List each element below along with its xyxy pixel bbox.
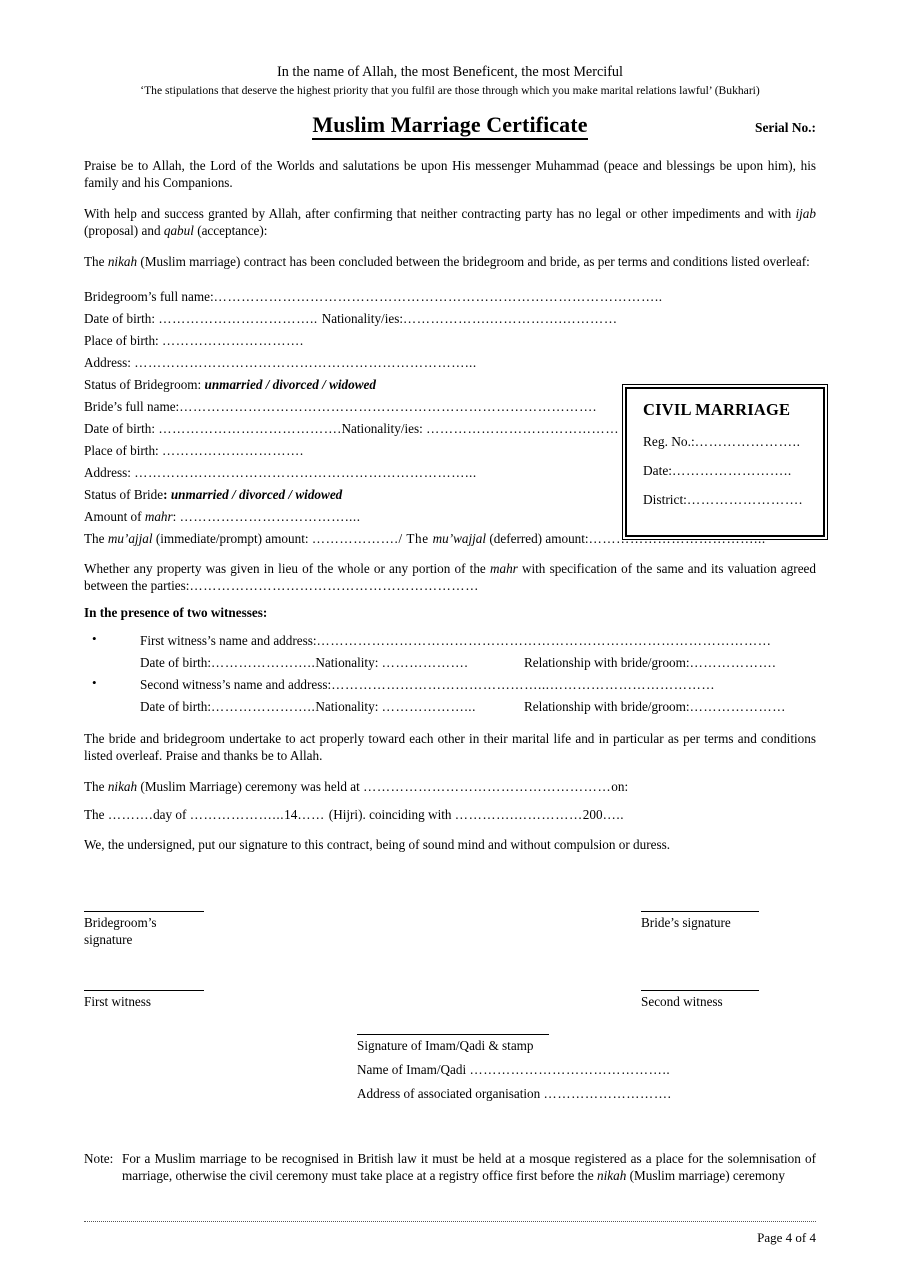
ceremony-nikah-term: nikah	[107, 779, 138, 795]
bullet-icon: •	[92, 631, 97, 647]
ceremony-gregorian-input[interactable]: ………….……………	[454, 807, 583, 823]
with-help-paragraph	[84, 205, 816, 239]
first-witness-detail-row	[84, 654, 816, 676]
first-witness-name-row	[84, 632, 816, 654]
with-help-mid: (proposal) and	[84, 223, 164, 239]
bridegroom-full-name-label: Bridegroom’s full name:	[84, 289, 214, 305]
ceremony-venue-input[interactable]: ………………………………………………	[363, 779, 612, 795]
bridegroom-signature-block[interactable]	[84, 911, 204, 949]
ceremony-hijri-label: (Hijri). coinciding with	[328, 807, 455, 823]
bride-dob-input[interactable]: ………………………………….	[158, 421, 342, 437]
first-witness-signature-block[interactable]	[84, 990, 204, 1011]
property-pre: Whether any property was given in lieu of the whole or any portion of the	[84, 561, 490, 577]
bridegroom-address-label: Address:	[84, 355, 135, 371]
bridegroom-status-label: Status of Bridegroom:	[84, 377, 205, 393]
note-body	[122, 1150, 816, 1184]
basmala-line: In the name of Allah, the most Beneficent, the most Merciful	[277, 64, 623, 80]
bride-address-input[interactable]: ………………………………………………………………...	[134, 465, 477, 481]
mahr-amount-input[interactable]: ………………………………....	[179, 509, 361, 525]
undertaking-paragraph: The bride and bridegroom undertake to act properly toward each other in their marital life and in particular as per terms and conditions listed overleaf. Praise and thanks be to Allah.	[84, 731, 816, 764]
bridegroom-dob-label: Date of birth:	[84, 311, 159, 327]
mahr-amount-label-post: :	[172, 509, 180, 525]
nikah-pre: The	[84, 254, 108, 270]
ceremony-date-pre: The	[84, 807, 108, 823]
muwajjal-term: mu’wajjal	[432, 531, 487, 547]
civil-marriage-title: CIVIL MARRIAGE	[643, 400, 791, 419]
second-witness-name-input[interactable]: ………………………………………...………………………………	[331, 677, 716, 693]
first-witness-name-input[interactable]: ………………………………………………………………………………………	[316, 633, 772, 649]
witnesses-heading: In the presence of two witnesses:	[84, 605, 268, 621]
imam-signature-label: Signature of Imam/Qadi & stamp	[357, 1038, 534, 1053]
bride-dob-row	[84, 420, 816, 442]
footer-divider	[84, 1221, 816, 1222]
first-witness-relationship-input[interactable]: ……………….	[689, 655, 777, 671]
page-title	[84, 111, 816, 139]
document-content	[84, 0, 816, 1031]
first-witness-dob-label: Date of birth:	[140, 655, 212, 671]
mahr-amount-row	[84, 508, 816, 530]
ceremony-date-row	[84, 806, 816, 828]
bridegroom-nationality-label: Nationality/ies:	[321, 311, 404, 327]
bride-pob-input[interactable]: ………………………….	[162, 443, 304, 459]
first-witness-name-label: First witness’s name and address:	[140, 633, 317, 649]
note-text-pre: For a Muslim marriage to be recognised in British law it must be held at a mosque registered as a place for the solemnisation of marriage, otherwise the civil ceremony must take place at a registry office first before the	[122, 1151, 816, 1184]
nikah-contract-paragraph	[84, 253, 816, 270]
second-witness-name-label: Second witness’s name and address:	[140, 677, 332, 693]
civil-date-dots[interactable]: ……………………..	[672, 463, 792, 479]
note-nikah-term: nikah	[597, 1168, 627, 1184]
bride-address-label: Address:	[84, 465, 135, 481]
bride-status-colon: :	[163, 487, 171, 503]
imam-address-label: Address of associated organisation	[357, 1086, 544, 1101]
with-help-pre: With help and success granted by Allah, after confirming that neither contracting party has no legal or other impediments and with	[84, 206, 796, 222]
bride-full-name-label: Bride’s full name:	[84, 399, 180, 415]
imam-qadi-block	[357, 1034, 737, 1110]
bride-address-row	[84, 464, 816, 486]
with-help-post: (acceptance):	[193, 223, 268, 239]
ceremony-gregorian-century: 200	[582, 807, 603, 823]
ceremony-day-input[interactable]: ……….	[107, 807, 154, 823]
bride-signature-block[interactable]	[641, 911, 759, 932]
ijab-term: ijab	[795, 206, 816, 222]
bride-status-label: Status of Bride	[84, 487, 164, 503]
property-mahr-term: mahr	[489, 561, 518, 577]
imam-name-row	[357, 1062, 737, 1086]
mahr-term: mahr	[144, 509, 173, 525]
first-witness-nationality-input[interactable]: ……………….	[381, 655, 469, 671]
second-witness-relationship-label: Relationship with bride/groom:	[524, 699, 690, 715]
bridegroom-pob-input[interactable]: ………………………….	[162, 333, 304, 349]
ceremony-held-on: on:	[611, 779, 629, 795]
second-witness-detail-row	[84, 698, 816, 720]
bridegroom-status-options[interactable]: unmarried / divorced / widowed	[204, 377, 376, 393]
nikah-term: nikah	[107, 254, 138, 270]
civil-district-label: District:	[643, 492, 687, 508]
title-row	[84, 111, 816, 139]
mahr-amount-label-pre: Amount of	[84, 509, 145, 525]
page-footer	[84, 1221, 816, 1247]
first-witness-dob-input[interactable]: …………………..	[211, 655, 316, 671]
note-section	[84, 1150, 816, 1184]
ceremony-hijri-year-input[interactable]: ……	[297, 807, 329, 823]
first-witness-signature-label: First witness	[84, 994, 152, 1010]
bridegroom-full-name-row	[84, 288, 816, 310]
bridegroom-dob-row	[84, 310, 816, 332]
ceremony-held-mid: (Muslim Marriage) ceremony was held at	[137, 779, 364, 795]
bride-full-name-input[interactable]: ……………………………………………………………………………….	[179, 399, 597, 415]
muwajjal-input[interactable]: ………………………………...	[588, 531, 766, 547]
ceremony-month-input[interactable]: ………………...	[189, 807, 285, 823]
second-witness-nationality-label: Nationality:	[315, 699, 382, 715]
ceremony-held-row	[84, 778, 816, 800]
civil-reg-no-dots[interactable]: …………………..	[694, 434, 801, 450]
bride-nationality-label: Nationality/ies:	[341, 421, 427, 437]
civil-date-label: Date:	[643, 463, 672, 479]
second-witness-signature-label: Second witness	[641, 994, 723, 1010]
bridegroom-pob-row	[84, 332, 816, 354]
first-witness-signature-line[interactable]	[84, 990, 204, 991]
hadith-line: ‘The stipulations that deserve the highest priority that you fulfil are those through which you make marital relations lawful’ (Bukhari)	[140, 84, 760, 98]
bullet-icon: •	[92, 675, 97, 691]
ceremony-date-dayof: day of	[153, 807, 190, 823]
bride-nationality-input[interactable]: ……………………………………	[426, 421, 620, 437]
muajjal-input[interactable]: ………………./ The	[311, 531, 433, 547]
ceremony-gregorian-year-input[interactable]: …..	[602, 807, 625, 823]
imam-name-label: Name of Imam/Qadi	[357, 1062, 470, 1077]
bridegroom-status-row	[84, 376, 816, 398]
mahr-muajjal-row	[84, 530, 816, 552]
bridegroom-pob-label: Place of birth:	[84, 333, 163, 349]
imam-name-input[interactable]: ……………………………………..	[469, 1062, 671, 1077]
civil-reg-no-label: Reg. No.:	[643, 434, 695, 450]
signature-area-primary	[84, 911, 816, 1031]
page-title-text: Muslim Marriage Certificate	[312, 112, 587, 140]
bride-signature-line[interactable]	[641, 911, 759, 912]
bride-status-row	[84, 486, 816, 508]
first-witness-nationality-label: Nationality:	[315, 655, 382, 671]
bride-pob-label: Place of birth:	[84, 443, 163, 459]
imam-address-input[interactable]: ……………………….	[543, 1086, 672, 1101]
serial-number-label: Serial No.:	[755, 120, 816, 135]
note-text-post: (Muslim marriage) ceremony	[626, 1168, 785, 1184]
property-valuation-paragraph	[84, 560, 816, 594]
second-witness-relationship-input[interactable]: …………………	[689, 699, 787, 715]
muajjal-mid: (immediate/prompt) amount:	[152, 531, 312, 547]
ceremony-held-pre: The	[84, 779, 108, 795]
property-post: with specification of the same and its valuation agreed between the parties:	[84, 561, 816, 594]
bride-pob-row	[84, 442, 816, 464]
bridegroom-nationality-input[interactable]: ……………….…………….…………	[403, 311, 618, 327]
bridegroom-signature-line[interactable]	[84, 911, 204, 912]
muajjal-pre: The	[84, 531, 108, 547]
second-witness-signature-block[interactable]	[641, 990, 759, 1011]
second-witness-relationship-group	[524, 698, 786, 715]
second-witness-name-row	[84, 676, 816, 698]
muajjal-term: mu’ajjal	[107, 531, 153, 547]
muwajjal-mid: (deferred) amount:	[486, 531, 589, 547]
second-witness-signature-line[interactable]	[641, 990, 759, 991]
second-witness-nationality-input[interactable]: ………………...	[381, 699, 477, 715]
civil-district-dots[interactable]: …………………….	[686, 492, 803, 508]
imam-address-row	[357, 1086, 737, 1110]
bride-dob-label: Date of birth:	[84, 421, 159, 437]
bride-signature-label: Bride’s signature	[641, 915, 731, 931]
praise-paragraph: Praise be to Allah, the Lord of the Worlds and salutations be upon His messenger Muhammad (peace and blessings be upon him), his family and his Companions.	[84, 158, 816, 191]
bride-full-name-row	[84, 398, 816, 420]
page-number: Page 4 of 4	[757, 1230, 816, 1245]
bridegroom-address-input[interactable]: ………………………………………………………………...	[134, 355, 477, 371]
qabul-term: qabul	[163, 223, 194, 239]
bridegroom-dob-input[interactable]: ……………………………..	[158, 311, 322, 327]
second-witness-dob-input[interactable]: …………………..	[211, 699, 316, 715]
ceremony-hijri-century: 14	[284, 807, 298, 823]
nikah-post: (Muslim marriage) contract has been concluded between the bridegroom and bride, as per terms and conditions listed overleaf:	[137, 254, 810, 270]
bride-status-options[interactable]: unmarried / divorced / widowed	[170, 487, 343, 503]
first-witness-relationship-label: Relationship with bride/groom:	[524, 655, 690, 671]
bridegroom-address-row	[84, 354, 816, 376]
bridegroom-signature-label: Bridegroom’s signature	[84, 915, 157, 948]
second-witness-dob-label: Date of birth:	[140, 699, 212, 715]
undersigned-paragraph: We, the undersigned, put our signature to this contract, being of sound mind and without compulsion or duress.	[84, 837, 671, 853]
bridegroom-full-name-input[interactable]: ……………………………………………………………………………………..	[213, 289, 663, 305]
imam-signature-line[interactable]	[357, 1034, 549, 1035]
property-valuation-input[interactable]: ………………………………………………………	[189, 578, 480, 594]
note-label: Note:	[84, 1151, 114, 1166]
first-witness-relationship-group	[524, 654, 776, 671]
